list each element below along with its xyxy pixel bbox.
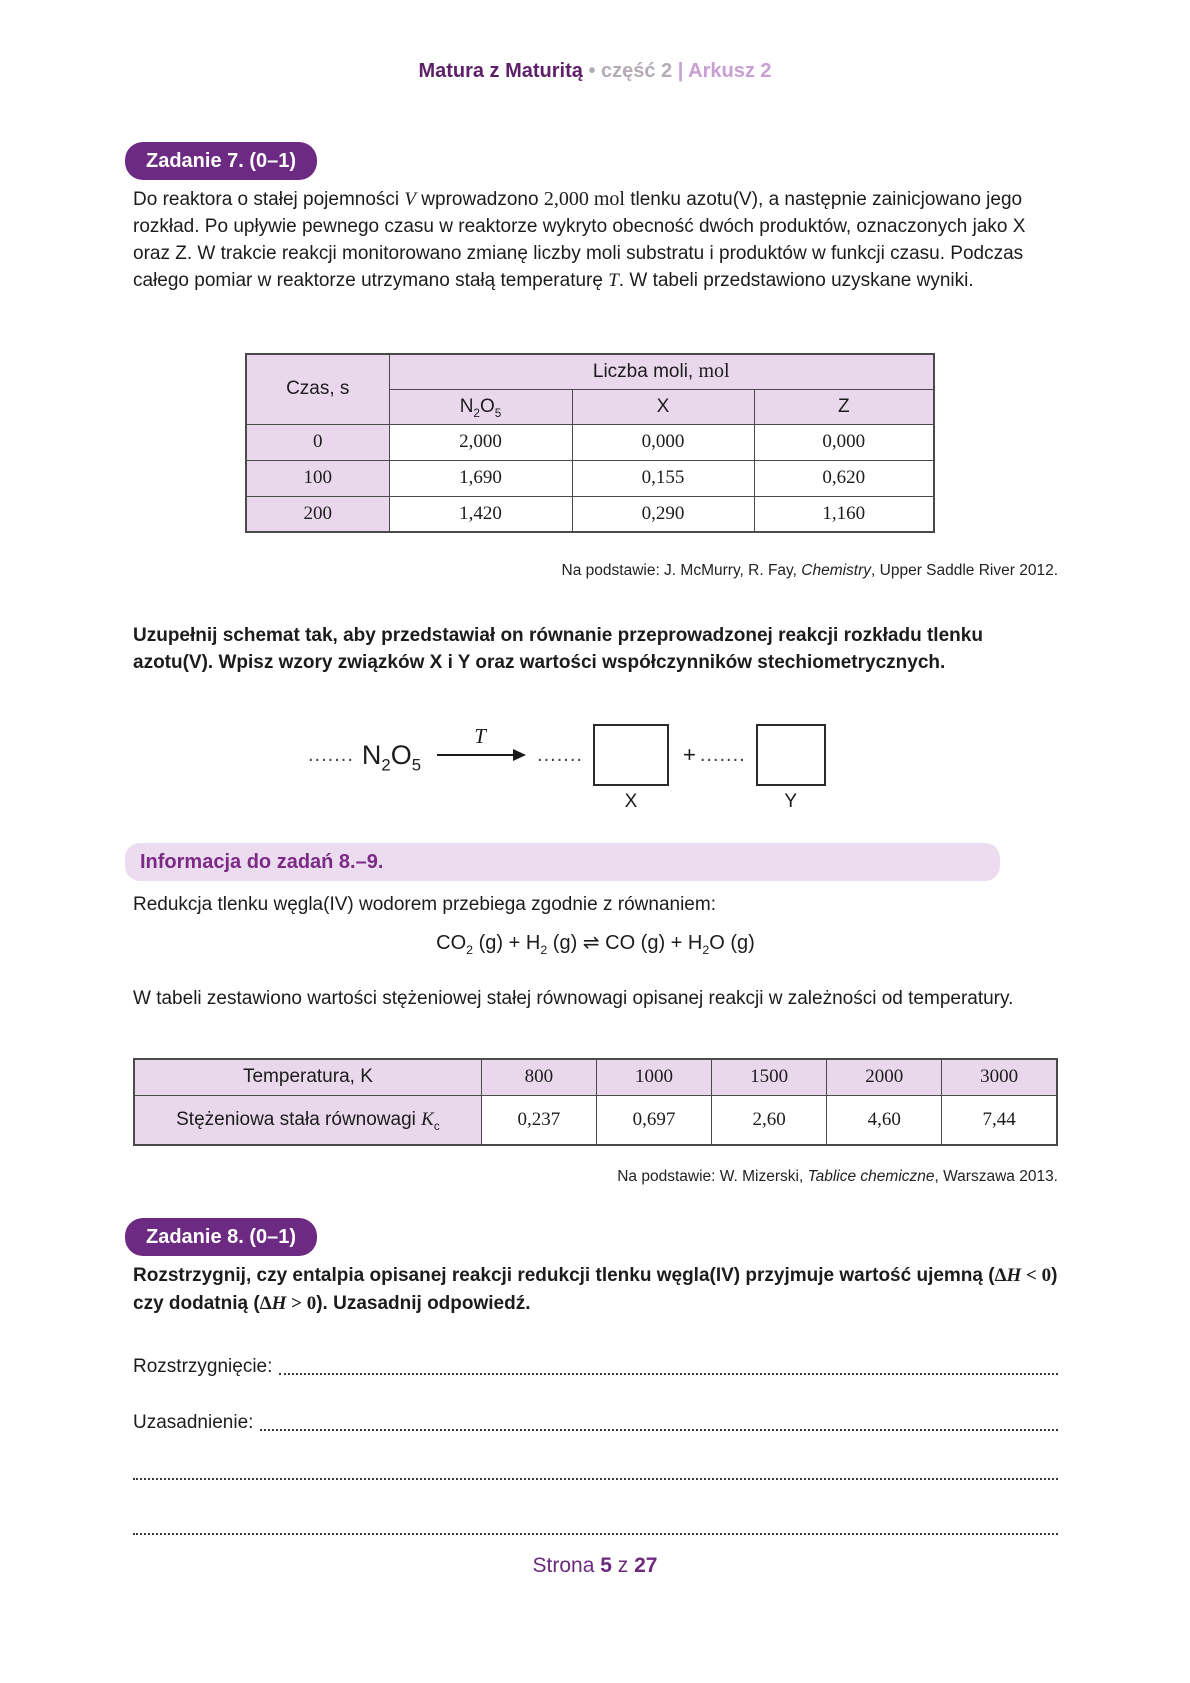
plus-sign: + bbox=[682, 742, 696, 767]
page-footer bbox=[0, 1554, 1190, 1578]
eq-part: (g) bbox=[547, 932, 583, 954]
info-lead: Redukcja tlenku węgla(IV) wodorem przebiega zgodnie z równaniem: bbox=[133, 894, 716, 915]
decision-row bbox=[133, 1352, 1058, 1378]
col-group-header bbox=[389, 354, 934, 389]
comparison-text: > 0 bbox=[286, 1293, 317, 1314]
task7-badge: Zadanie 7. (0–1) bbox=[125, 142, 317, 180]
cell-x-0: 0,000 bbox=[572, 424, 754, 460]
eq-part: CO (g) + H bbox=[599, 932, 703, 954]
eq-sub: 2 bbox=[466, 943, 474, 957]
temp-1000: 1000 bbox=[596, 1059, 711, 1095]
intro-text-1: Do reaktora o stałej pojemności bbox=[133, 189, 405, 210]
eq-sub: 2 bbox=[702, 943, 710, 957]
coefficient-blank-2[interactable]: ....... bbox=[537, 743, 583, 766]
justification-label: Uzasadnienie: bbox=[133, 1412, 254, 1433]
task8-badge: Zadanie 8. (0–1) bbox=[125, 1218, 317, 1256]
intro-text-3: tlenku azotu(V), a następnie zainicjowano jego rozkład. Po upływie pewnego czasu w reaktorze wykryto obecność dwóch produktów, oznaczonych jako X oraz Z. W trakcie reakcji monitorowano zmianę liczby moli substratu i produktów w funkcji czasu. Podczas całego pomiar w reaktorze utrzymano stałą temperaturę bbox=[133, 189, 1026, 291]
header-part: część 2 bbox=[601, 60, 673, 82]
kc-symbol: K bbox=[421, 1108, 434, 1130]
table-row bbox=[134, 1095, 1057, 1145]
eq-part: (g) + H bbox=[473, 932, 541, 954]
kc-label-text: Stężeniowa stała równowagi bbox=[176, 1108, 422, 1130]
table-row bbox=[246, 354, 934, 389]
equilibrium-table-intro: W tabeli zestawiono wartości stężeniowej stałej równowagi opisanej reakcji w zależności od temperatury. bbox=[133, 988, 1014, 1009]
header-separator: • bbox=[582, 60, 602, 82]
temp-2000: 2000 bbox=[827, 1059, 942, 1095]
cell-time-2: 200 bbox=[246, 496, 389, 532]
eq-sub: 2 bbox=[540, 943, 548, 957]
justification-answer-line[interactable] bbox=[260, 1429, 1058, 1431]
question-text: ). Uzasadnij odpowiedź. bbox=[316, 1293, 531, 1314]
info-banner: Informacja do zadań 8.–9. bbox=[125, 843, 1000, 881]
formula-sub: 5 bbox=[494, 406, 502, 420]
enthalpy-symbol: H bbox=[271, 1293, 287, 1314]
volume-symbol: V bbox=[404, 189, 417, 210]
header-sheet: Arkusz 2 bbox=[688, 60, 772, 82]
table-row bbox=[134, 1059, 1057, 1095]
coefficient-blank-1[interactable]: ....... bbox=[308, 743, 354, 766]
source-text: Na podstawie: J. McMurry, R. Fay, bbox=[561, 562, 802, 579]
kc-subscript: c bbox=[433, 1119, 440, 1133]
formula-part: N bbox=[361, 739, 382, 770]
box-y-label: Y bbox=[784, 791, 798, 812]
kc-value-1: 0,697 bbox=[596, 1095, 711, 1145]
cell-z-2: 1,160 bbox=[754, 496, 934, 532]
temperature-symbol: T bbox=[608, 270, 619, 291]
question-text: ) czy dodatnią ( bbox=[133, 1265, 1058, 1314]
answer-box-x-wrap bbox=[593, 724, 669, 812]
answer-line-3[interactable] bbox=[133, 1533, 1058, 1535]
cell-time-1: 100 bbox=[246, 460, 389, 496]
col-header-x: X bbox=[572, 389, 754, 424]
question-text: Rozstrzygnij, czy entalpia opisanej reakcji redukcji tlenku węgla(IV) przyjmuje wartość ujemną ( bbox=[133, 1265, 995, 1286]
col-header-time: Czas, s bbox=[246, 354, 389, 424]
group-label: Liczba moli, bbox=[592, 361, 699, 383]
temp-header: Temperatura, K bbox=[134, 1059, 481, 1095]
temp-3000: 3000 bbox=[942, 1059, 1057, 1095]
intro-text-4: . W tabeli przedstawiono uzyskane wyniki. bbox=[618, 270, 974, 291]
decision-answer-line[interactable] bbox=[279, 1373, 1058, 1375]
cell-time-0: 0 bbox=[246, 424, 389, 460]
source-text: , Upper Saddle River 2012. bbox=[871, 562, 1058, 579]
cell-n2o5-2: 1,420 bbox=[389, 496, 572, 532]
arrow-temperature-label: T bbox=[474, 724, 486, 748]
kc-value-4: 7,44 bbox=[942, 1095, 1057, 1145]
decision-label: Rozstrzygnięcie: bbox=[133, 1356, 273, 1377]
intro-text-2: wprowadzono bbox=[416, 189, 544, 210]
header-title: Matura z Maturitą bbox=[418, 60, 583, 82]
kc-value-3: 4,60 bbox=[827, 1095, 942, 1145]
amount-value: 2,000 mol bbox=[543, 188, 625, 210]
kc-value-0: 0,237 bbox=[481, 1095, 596, 1145]
formula-sub: 2 bbox=[473, 406, 480, 420]
footer-text: z bbox=[611, 1554, 635, 1577]
header-divider: | bbox=[672, 60, 689, 82]
source-text: Na podstawie: W. Mizerski, bbox=[617, 1168, 808, 1185]
temp-1500: 1500 bbox=[712, 1059, 827, 1095]
page-header bbox=[0, 60, 1190, 83]
kc-row-label bbox=[134, 1095, 481, 1145]
cell-x-1: 0,155 bbox=[572, 460, 754, 496]
table-row bbox=[246, 496, 934, 532]
chemical-equation bbox=[133, 930, 1058, 955]
group-unit: mol bbox=[698, 360, 730, 383]
formula-part: O bbox=[479, 395, 495, 417]
reaction-schema bbox=[308, 724, 836, 812]
page-number: 5 bbox=[600, 1554, 612, 1577]
table-row bbox=[246, 424, 934, 460]
answer-box-y-wrap bbox=[756, 724, 826, 812]
temp-800: 800 bbox=[481, 1059, 596, 1095]
answer-line-2[interactable] bbox=[133, 1478, 1058, 1480]
moles-table bbox=[245, 353, 935, 533]
answer-box-x[interactable] bbox=[593, 724, 669, 786]
col-header-n2o5 bbox=[389, 389, 572, 424]
kc-value-2: 2,60 bbox=[712, 1095, 827, 1145]
box-x-label: X bbox=[624, 791, 638, 812]
n2o5-formula bbox=[361, 739, 422, 774]
eq-part: CO bbox=[436, 932, 467, 954]
col-header-z: Z bbox=[754, 389, 934, 424]
cell-z-0: 0,000 bbox=[754, 424, 934, 460]
cell-x-2: 0,290 bbox=[572, 496, 754, 532]
source-citation-1 bbox=[562, 562, 1058, 580]
task8-question bbox=[133, 1262, 1060, 1318]
answer-box-y[interactable] bbox=[756, 724, 826, 786]
formula-part: N bbox=[459, 395, 474, 417]
reaction-arrow-icon bbox=[437, 724, 523, 756]
equilibrium-arrows-icon: ⇌ bbox=[582, 932, 600, 954]
enthalpy-symbol: H bbox=[1006, 1265, 1022, 1286]
comparison-text: < 0 bbox=[1021, 1265, 1052, 1286]
delta-symbol: Δ bbox=[259, 1293, 272, 1314]
source-work-title: Tablice chemiczne bbox=[807, 1168, 935, 1185]
task7-instruction: Uzupełnij schemat tak, aby przedstawiał on równanie przeprowadzonej reakcji rozkładu tlenku azotu(V). Wpisz wzory związków X i Y oraz wartości współczynników stechiometrycznych. bbox=[133, 625, 983, 673]
cell-n2o5-1: 1,690 bbox=[389, 460, 572, 496]
cell-n2o5-0: 2,000 bbox=[389, 424, 572, 460]
delta-symbol: Δ bbox=[994, 1265, 1007, 1286]
cell-z-1: 0,620 bbox=[754, 460, 934, 496]
equilibrium-table bbox=[133, 1058, 1058, 1146]
justification-row bbox=[133, 1408, 1058, 1434]
coefficient-blank-3[interactable]: ....... bbox=[699, 743, 746, 766]
page-total: 27 bbox=[634, 1554, 658, 1577]
formula-part: O bbox=[390, 739, 412, 770]
table-row bbox=[246, 460, 934, 496]
source-work-title: Chemistry bbox=[801, 562, 872, 579]
task7-intro-paragraph bbox=[133, 186, 1060, 294]
footer-text: Strona bbox=[532, 1554, 601, 1577]
formula-sub: 2 bbox=[381, 754, 391, 774]
source-citation-2 bbox=[617, 1168, 1058, 1186]
formula-sub: 5 bbox=[411, 754, 422, 774]
source-text: , Warszawa 2013. bbox=[934, 1168, 1058, 1185]
eq-part: O (g) bbox=[709, 932, 755, 954]
